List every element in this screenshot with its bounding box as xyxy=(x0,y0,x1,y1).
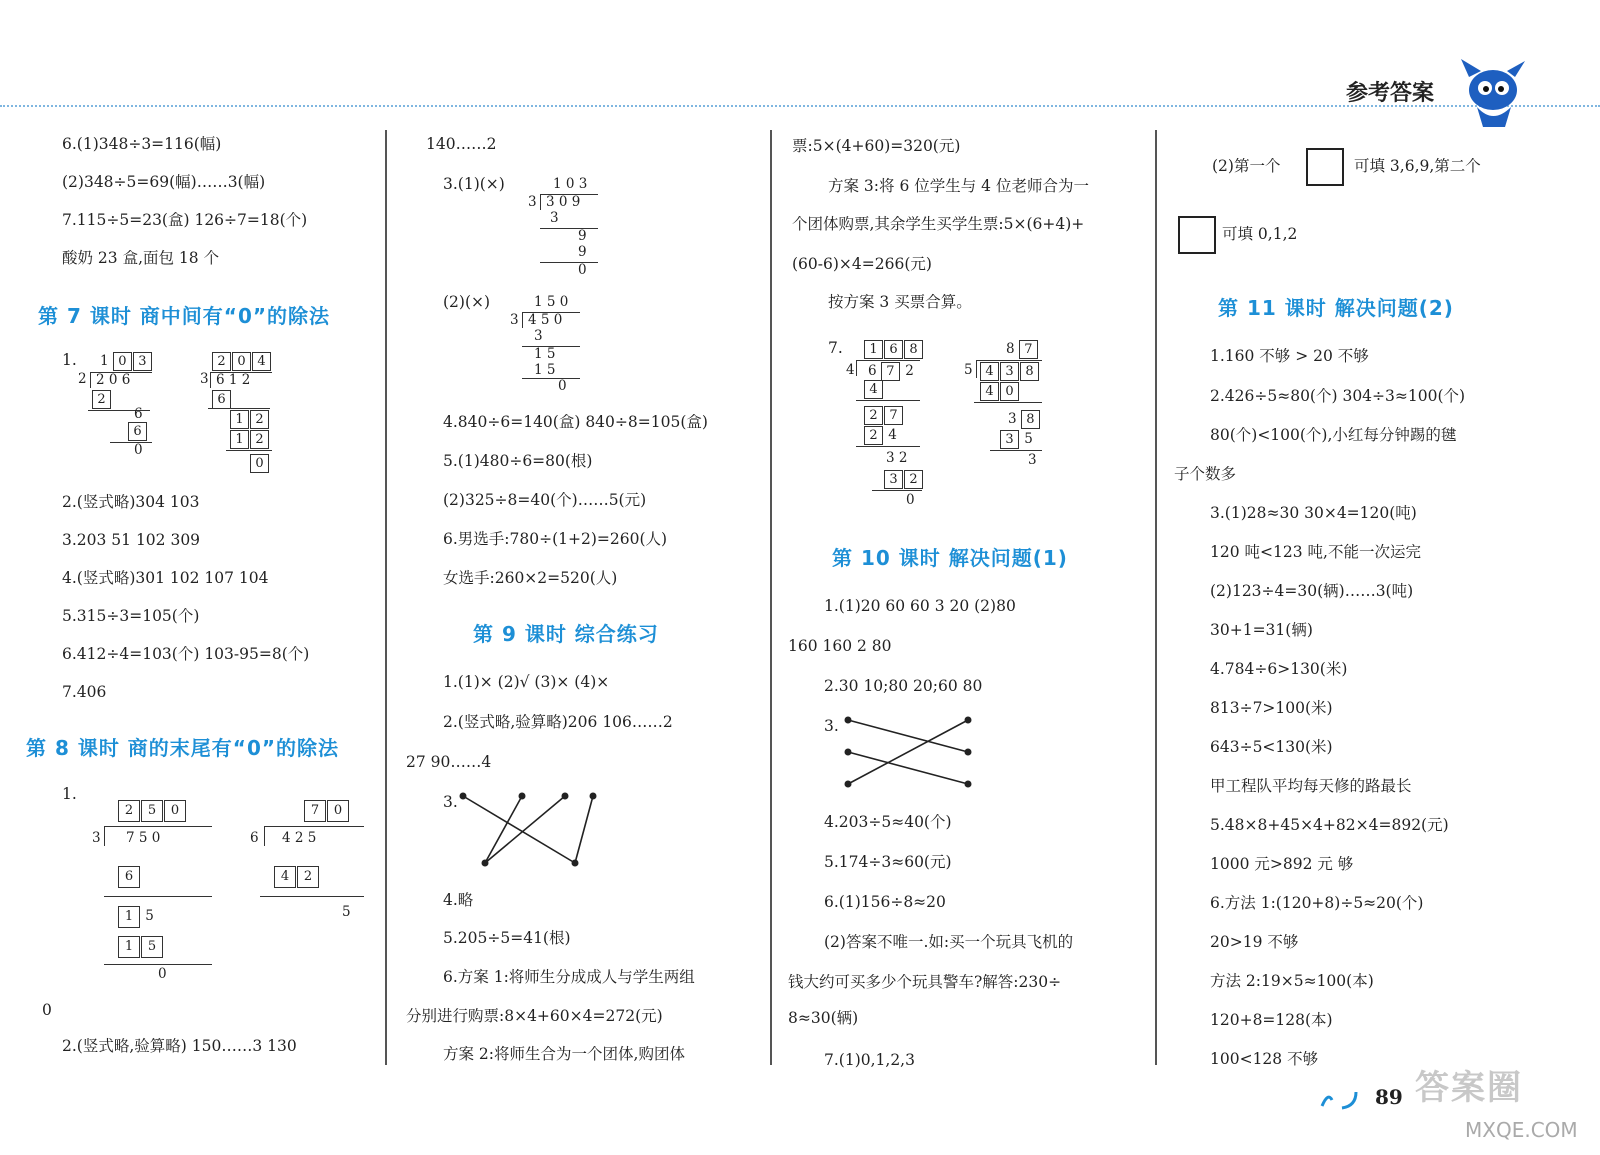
answer-line: 6.(1)348÷3=116(幅) xyxy=(62,135,222,153)
division-bracket xyxy=(540,194,541,210)
quotient-digit: 1 xyxy=(100,353,109,369)
divisor: 3 xyxy=(92,830,101,846)
quotient xyxy=(212,352,272,371)
step xyxy=(864,406,904,425)
answer-line: 6.412÷4=103(个) 103-95=8(个) xyxy=(62,645,310,663)
answer-line: 分别进行购票:8×4+60×4=272(元) xyxy=(406,1007,663,1025)
column-divider xyxy=(770,130,772,1065)
answer-box: 2 xyxy=(92,390,111,409)
answer-line: 4.840÷6=140(盒) 840÷8=105(盒) xyxy=(443,413,708,431)
answer-box: 5 xyxy=(141,936,163,958)
answer-box: 2 xyxy=(864,406,883,425)
answer-box: 2 xyxy=(250,430,269,449)
step: 1 5 xyxy=(534,362,556,378)
step xyxy=(274,866,320,888)
answer-box: 4 xyxy=(980,362,999,381)
dividend: 6 1 2 xyxy=(216,372,251,388)
answer-line: 20>19 不够 xyxy=(1210,933,1299,951)
step-digit: 5 xyxy=(145,908,154,924)
division-line xyxy=(872,490,922,491)
answer-line: 3. xyxy=(824,717,839,735)
step xyxy=(128,422,148,441)
answer-box: 7 xyxy=(1019,340,1038,359)
division-line xyxy=(990,450,1042,451)
answer-line: 方案 2:将师生合为一个团体,购团体 xyxy=(443,1045,685,1063)
dividend: 2 0 6 xyxy=(96,372,131,388)
quotient: 1 5 0 xyxy=(534,294,569,310)
answer-box: 7 xyxy=(304,800,326,822)
answer-box: 2 xyxy=(118,800,140,822)
division-line xyxy=(540,262,598,263)
step: 3 2 xyxy=(886,450,908,466)
dividend: 4 5 0 xyxy=(528,312,563,328)
answer-line: 1000 元>892 元 够 xyxy=(1210,855,1354,873)
quotient-digit: 8 xyxy=(1006,341,1015,357)
answer-box: 8 xyxy=(1021,410,1040,429)
question-number: 7. xyxy=(828,339,843,357)
answer-box: 7 xyxy=(881,362,900,381)
answer-line: 100<128 不够 xyxy=(1210,1050,1319,1068)
dividend-digit: 6 xyxy=(868,363,877,379)
answer-line: 3.203 51 102 309 xyxy=(62,531,201,549)
quotient xyxy=(100,352,153,371)
answer-line: 30+1=31(辆) xyxy=(1210,621,1313,639)
answer-line: (2)325÷8=40(个)……5(元) xyxy=(443,491,647,509)
dividend xyxy=(980,362,1040,381)
division-bar xyxy=(264,826,364,827)
answer-line: 160 160 2 80 xyxy=(788,637,892,655)
lesson-heading: 第 7 课时 商中间有“0”的除法 xyxy=(38,304,331,328)
answer-line: 子个数多 xyxy=(1174,465,1237,483)
answer-line: 3. xyxy=(443,793,458,811)
answer-line: 6.方法 1:(120+8)÷5≈20(个) xyxy=(1210,894,1424,912)
answer-line: 4.784÷6>130(米) xyxy=(1210,660,1348,678)
answer-line: 3.(1)(×) xyxy=(443,175,505,193)
answer-line: 140……2 xyxy=(426,135,497,153)
answer-line: 643÷5<130(米) xyxy=(1210,738,1333,756)
division-bracket xyxy=(264,826,265,846)
division-line xyxy=(974,402,1042,403)
answer-box: 0 xyxy=(250,454,269,473)
answer-line: 7.115÷5=23(盒) 126÷7=18(个) xyxy=(62,211,308,229)
divisor: 6 xyxy=(250,830,259,846)
step xyxy=(864,426,897,445)
step: 0 xyxy=(158,966,167,982)
answer-line: 按方案 3 买票合算。 xyxy=(828,293,972,311)
answer-line: 酸奶 23 盒,面包 18 个 xyxy=(62,249,220,267)
division-bracket xyxy=(522,312,523,328)
answer-box: 3 xyxy=(1000,362,1019,381)
watermark-url: MXQE.COM xyxy=(1465,1118,1578,1142)
answer-line: 5.174÷3≈60(元) xyxy=(824,853,952,871)
step xyxy=(118,906,154,928)
answer-line: 2.426÷5≈80(个) 304÷3≈100(个) xyxy=(1210,387,1466,405)
answer-line: 7.406 xyxy=(62,683,107,701)
division-line xyxy=(104,896,212,897)
answer-box: 6 xyxy=(128,422,147,441)
answer-line: 6.男选手:780÷(1+2)=260(人) xyxy=(443,530,668,548)
step xyxy=(1008,410,1041,429)
division-line xyxy=(856,400,920,401)
answer-line: 可填 3,6,9,第二个 xyxy=(1354,157,1481,175)
answer-line: 5.205÷5=41(根) xyxy=(443,929,571,947)
answer-line: 813÷7>100(米) xyxy=(1210,699,1333,717)
step-digit: 5 xyxy=(1024,431,1033,447)
division-line xyxy=(260,896,364,897)
answer-box: 0 xyxy=(164,800,186,822)
division-bracket xyxy=(90,372,91,388)
step: 9 xyxy=(578,244,587,260)
step xyxy=(118,936,164,958)
step: 3 xyxy=(550,210,559,226)
divisor: 3 xyxy=(200,371,209,387)
question-number: 1. xyxy=(62,351,77,369)
answer-line: 5.48×8+45×4+82×4=892(元) xyxy=(1210,816,1449,834)
answer-line: 2.(竖式略,验算略)206 106……2 xyxy=(443,713,673,731)
division-bracket xyxy=(104,826,105,846)
answer-line: 方案 3:将 6 位学生与 4 位老师合为一 xyxy=(828,177,1089,195)
question-number: 1. xyxy=(62,785,77,803)
answer-line: (2)123÷4=30(辆)……3(吨) xyxy=(1210,582,1414,600)
division-line xyxy=(226,450,272,451)
lesson-heading: 第 11 课时 解决问题(2) xyxy=(1218,296,1454,320)
division-bracket xyxy=(976,360,977,378)
answer-box: 2 xyxy=(250,410,269,429)
answer-line: 1.160 不够 > 20 不够 xyxy=(1210,347,1369,365)
answer-line: 2.30 10;80 20;60 80 xyxy=(824,677,983,695)
answer-line: (2)348÷5=69(幅)……3(幅) xyxy=(62,173,266,191)
answer-box: 3 xyxy=(133,352,152,371)
step: 0 xyxy=(578,262,587,278)
step xyxy=(230,430,270,449)
step: 1 5 xyxy=(534,346,556,362)
dividend xyxy=(868,362,914,381)
answer-box: 2 xyxy=(212,352,231,371)
answer-box: 0 xyxy=(113,352,132,371)
answer-line: 4.略 xyxy=(443,891,474,909)
answer-box: 1 xyxy=(230,430,249,449)
answer-line: 1.(1)× (2)√ (3)× (4)× xyxy=(443,673,610,691)
watermark-logo: 答案圈 xyxy=(1415,1068,1523,1108)
quotient xyxy=(304,800,350,822)
answer-line: 4.(竖式略)301 102 107 104 xyxy=(62,569,269,587)
quotient xyxy=(1006,340,1039,359)
answer-line: 方法 2:19×5≈100(本) xyxy=(1210,972,1374,990)
answer-box: 1 xyxy=(118,906,140,928)
answer-line: 80(个)<100(个),小红每分钟踢的毽 xyxy=(1210,426,1457,444)
division-line xyxy=(856,446,920,447)
answer-line: 8≈30(辆) xyxy=(788,1009,859,1027)
step xyxy=(212,390,232,409)
answer-line: 0 xyxy=(42,1001,52,1019)
answer-box: 0 xyxy=(327,800,349,822)
wave-icon xyxy=(1318,1088,1368,1112)
step: 9 xyxy=(578,228,587,244)
dividend-digit: 2 xyxy=(905,363,914,379)
step xyxy=(250,454,270,473)
answer-line: 3.(1)28≈30 30×4=120(吨) xyxy=(1210,504,1417,522)
answer-line: 120 吨<123 吨,不能一次运完 xyxy=(1210,543,1421,561)
column-divider xyxy=(385,130,387,1065)
division-bar xyxy=(976,360,1042,361)
answer-box: 2 xyxy=(297,866,319,888)
answer-box: 3 xyxy=(1000,430,1019,449)
step xyxy=(92,390,112,409)
division-bracket xyxy=(210,372,211,388)
step xyxy=(980,382,1020,401)
answer-line: 7.(1)0,1,2,3 xyxy=(824,1051,915,1069)
matching-diagram xyxy=(838,710,978,792)
step: 0 xyxy=(906,492,915,508)
matching-diagram xyxy=(455,780,615,870)
step: 6 xyxy=(134,406,143,422)
answer-box: 5 xyxy=(141,800,163,822)
answer-box: 8 xyxy=(904,340,923,359)
quotient xyxy=(864,340,924,359)
answer-line: 6.方案 1:将师生分成成人与学生两组 xyxy=(443,968,695,986)
answer-line: 4.203÷5≈40(个) xyxy=(824,813,952,831)
answer-line: 6.(1)156÷8≈20 xyxy=(824,893,946,911)
blank-box xyxy=(1178,216,1216,254)
division-line xyxy=(104,964,212,965)
dividend: 3 0 9 xyxy=(546,194,581,210)
answer-box: 3 xyxy=(884,470,903,489)
answer-line: (2)第一个 xyxy=(1212,157,1281,175)
answer-line: 钱大约可买多少个玩具警车?解答:230÷ xyxy=(788,973,1062,991)
answer-line: 可填 0,1,2 xyxy=(1222,225,1298,243)
step xyxy=(1000,430,1033,449)
quotient: 1 0 3 xyxy=(553,176,588,192)
lesson-heading: 第 10 课时 解决问题(1) xyxy=(832,546,1068,570)
answer-line: 票:5×(4+60)=320(元) xyxy=(792,137,961,155)
step-digit: 4 xyxy=(888,427,897,443)
answer-line: 个团体购票,其余学生买学生票:5×(6+4)+ xyxy=(792,215,1085,233)
answer-box: 0 xyxy=(1000,382,1019,401)
answer-box: 1 xyxy=(864,340,883,359)
answer-line: 女选手:260×2=520(人) xyxy=(443,569,618,587)
answer-box: 6 xyxy=(884,340,903,359)
division-bar xyxy=(104,826,212,827)
step: 5 xyxy=(342,904,351,920)
divisor: 2 xyxy=(78,371,87,387)
step xyxy=(230,410,270,429)
division-bracket xyxy=(856,360,857,376)
answer-line: 甲工程队平均每天修的路最长 xyxy=(1210,777,1412,795)
answer-box: 6 xyxy=(118,866,140,888)
divisor: 3 xyxy=(510,312,519,328)
answer-line: 5.315÷3=105(个) xyxy=(62,607,200,625)
step: 0 xyxy=(134,442,143,458)
page-title: 参考答案 xyxy=(1346,81,1435,106)
answer-box: 4 xyxy=(252,352,271,371)
page-number: 89 xyxy=(1375,1085,1403,1109)
division-bar xyxy=(856,360,920,361)
column-divider xyxy=(1155,130,1157,1065)
answer-line: 1.(1)20 60 60 3 20 (2)80 xyxy=(824,597,1016,615)
mascot-icon xyxy=(1455,55,1530,130)
divisor: 4 xyxy=(846,362,855,378)
division-line xyxy=(110,442,152,443)
quotient xyxy=(118,800,187,822)
answer-box: 2 xyxy=(904,470,923,489)
lesson-heading: 第 8 课时 商的末尾有“0”的除法 xyxy=(26,736,340,760)
blank-box xyxy=(1306,148,1344,186)
answer-box: 4 xyxy=(274,866,296,888)
division-line xyxy=(208,408,270,409)
divisor: 3 xyxy=(528,194,537,210)
answer-box: 2 xyxy=(864,426,883,445)
answer-box: 1 xyxy=(230,410,249,429)
step: 0 xyxy=(558,378,567,394)
dividend: 4 2 5 xyxy=(282,830,317,846)
answer-box: 8 xyxy=(1020,362,1039,381)
answer-line: 2.(竖式略)304 103 xyxy=(62,493,200,511)
division-line xyxy=(540,228,598,229)
divisor: 5 xyxy=(964,362,973,378)
answer-line: (60-6)×4=266(元) xyxy=(792,255,932,273)
lesson-heading: 第 9 课时 综合练习 xyxy=(473,622,659,646)
step xyxy=(118,866,141,888)
step xyxy=(884,470,924,489)
answer-box: 7 xyxy=(884,406,903,425)
answer-box: 4 xyxy=(980,382,999,401)
answer-line: 27 90……4 xyxy=(406,753,492,771)
answer-line: 5.(1)480÷6=80(根) xyxy=(443,452,593,470)
step: 3 xyxy=(1028,452,1037,468)
answer-line: (2)(×) xyxy=(443,293,491,311)
step xyxy=(864,380,884,399)
answer-line: 120+8=128(本) xyxy=(1210,1011,1333,1029)
answer-line: (2)答案不唯一.如:买一个玩具飞机的 xyxy=(824,933,1074,951)
division-line xyxy=(522,378,580,379)
step-digit: 3 xyxy=(1008,411,1017,427)
answer-line: 2.(竖式略,验算略) 150……3 130 xyxy=(62,1037,297,1055)
answer-box: 6 xyxy=(212,390,231,409)
answer-box: 1 xyxy=(118,936,140,958)
step: 3 xyxy=(534,328,543,344)
answer-box: 4 xyxy=(864,380,883,399)
dividend: 7 5 0 xyxy=(126,830,161,846)
answer-box: 0 xyxy=(232,352,251,371)
